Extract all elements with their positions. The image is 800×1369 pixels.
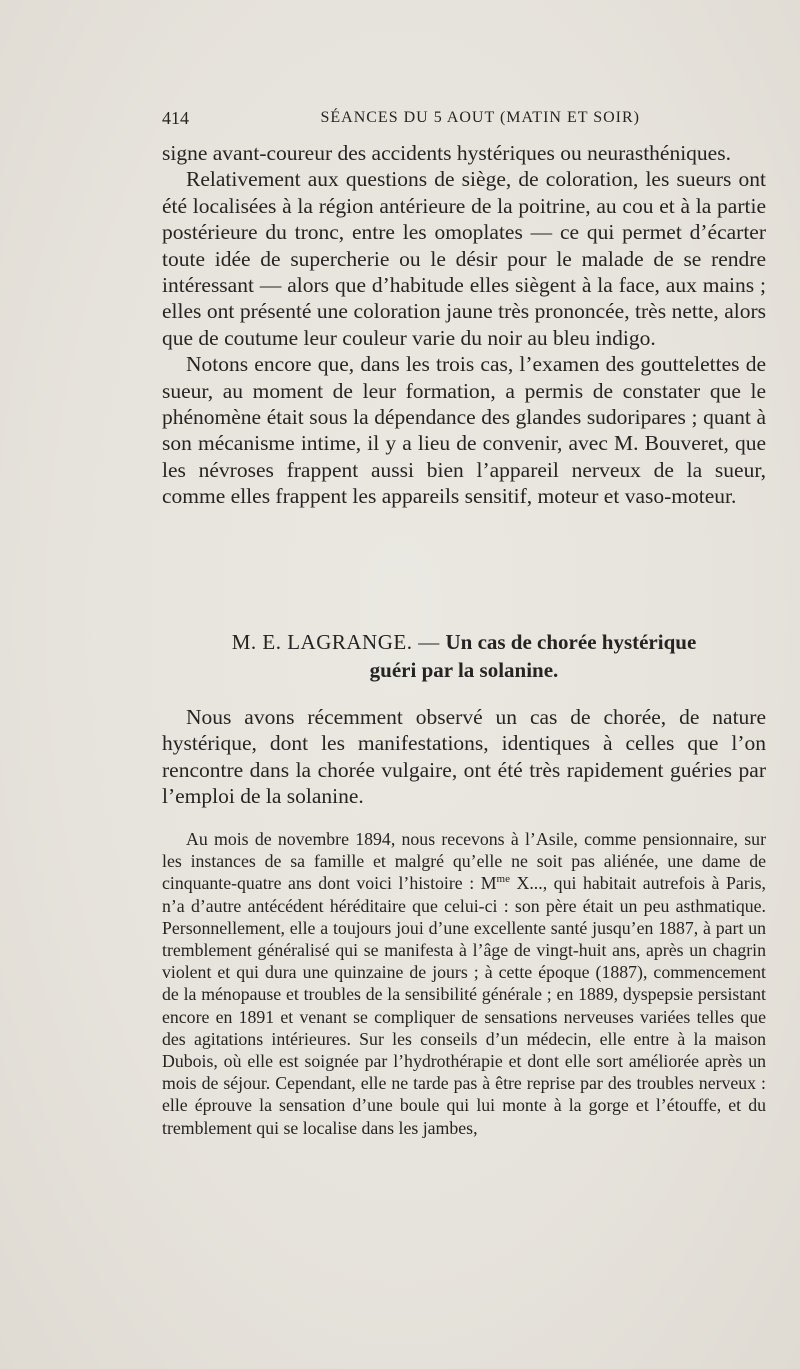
paragraph-sweat-mechanism: Notons encore que, dans les trois cas, l’examen des gouttelettes de sueur, au moment de leur formation, a permis de constater que le phénomène était sous la dépendance des glandes sudoripares ; quant à son mécanisme intime, il y a lieu de convenir, avec M. Bouveret, que les névroses frappent aussi bien l’appareil nerveux de la sueur, comme elles frappent les appareils sensitif, moteur et vaso-moteur. bbox=[162, 352, 766, 509]
running-header bbox=[162, 108, 640, 134]
case-report-text bbox=[162, 828, 766, 1139]
section-heading bbox=[162, 628, 766, 684]
paragraph-continuation: signe avant-coureur des accidents hystériques ou neurasthéniques. bbox=[162, 141, 731, 165]
mme-abbrev: M bbox=[480, 873, 497, 894]
paragraph-intro: Nous avons récemment observé un cas de chorée, de nature hystérique, dont les manifestations, identiques à celles que l’on rencontre dans la chorée vulgaire, ont été très rapidement guéries par l’emploi de la solanine. bbox=[162, 705, 766, 809]
paragraph-case-report bbox=[162, 828, 766, 1139]
page-number: 414 bbox=[162, 108, 189, 128]
case-report-part2: X..., qui habitait autrefois à Paris, n’a d’autre antécédent héréditaire que celui-ci : son père était un peu asthmatique. Personnellement, elle a toujours joui d’une excellente santé jusqu’en 1887, à part un tremblement généralisé qui se manifesta à l’âge de vingt-huit ans, après un chagrin violent et qui dura une quinzaine de jours ; à cette époque (1887), commencement de la ménopause et troubles de la sensibilité générale ; en 1889, dyspepsie persistant encore en 1891 et venant se compliquer de sensations nerveuses variées telles que des agitations intérieures. Sur les conseils d’un médecin, elle entre à la maison Dubois, où elle est soignée par l’hydrothérapie et dont elle sort améliorée après un mois de séjour. Cependant, elle ne tarde pas à être reprise par des troubles nerveux : elle éprouve la sensation d’une boule qui lui monte à la gorge et l’étouffe, et du tremblement qui se localise dans les jambes, bbox=[162, 873, 766, 1138]
mme-superscript: me bbox=[496, 873, 510, 886]
section-author: M. E. LAGRANGE. — bbox=[231, 630, 446, 654]
running-title: SÉANCES DU 5 AOUT (MATIN ET SOIR) bbox=[320, 109, 640, 126]
section-heading-line1 bbox=[162, 628, 766, 656]
section-title-part1: Un cas de chorée hystérique bbox=[445, 630, 697, 654]
paragraph-sweat-location: Relativement aux questions de siège, de coloration, les sueurs ont été localisées à la région antérieure de la poitrine, au cou et à la partie postérieure du tronc, entre les omoplates — ce qui permet d’écarter toute idée de supercherie ou le désir pour le malade de se rendre intéressant — alors que d’habitude elles siègent à la face, aux mains ; elles ont présenté une coloration jaune très prononcée, très nette, alors que de coutume leur couleur varie du noir au bleu indigo. bbox=[162, 167, 766, 350]
section-title-part2: guéri par la solanine. bbox=[369, 658, 559, 682]
body-text-intro bbox=[162, 704, 766, 810]
case-report-part1: Au mois de novembre 1894, nous recevons à l’Asile, comme pensionnaire, sur les instances de sa famille et malgré qu’elle ne soit pas aliénée, une dame de cinquante-quatre ans dont voici l’histoire : bbox=[162, 829, 766, 894]
body-text-top bbox=[162, 140, 766, 510]
